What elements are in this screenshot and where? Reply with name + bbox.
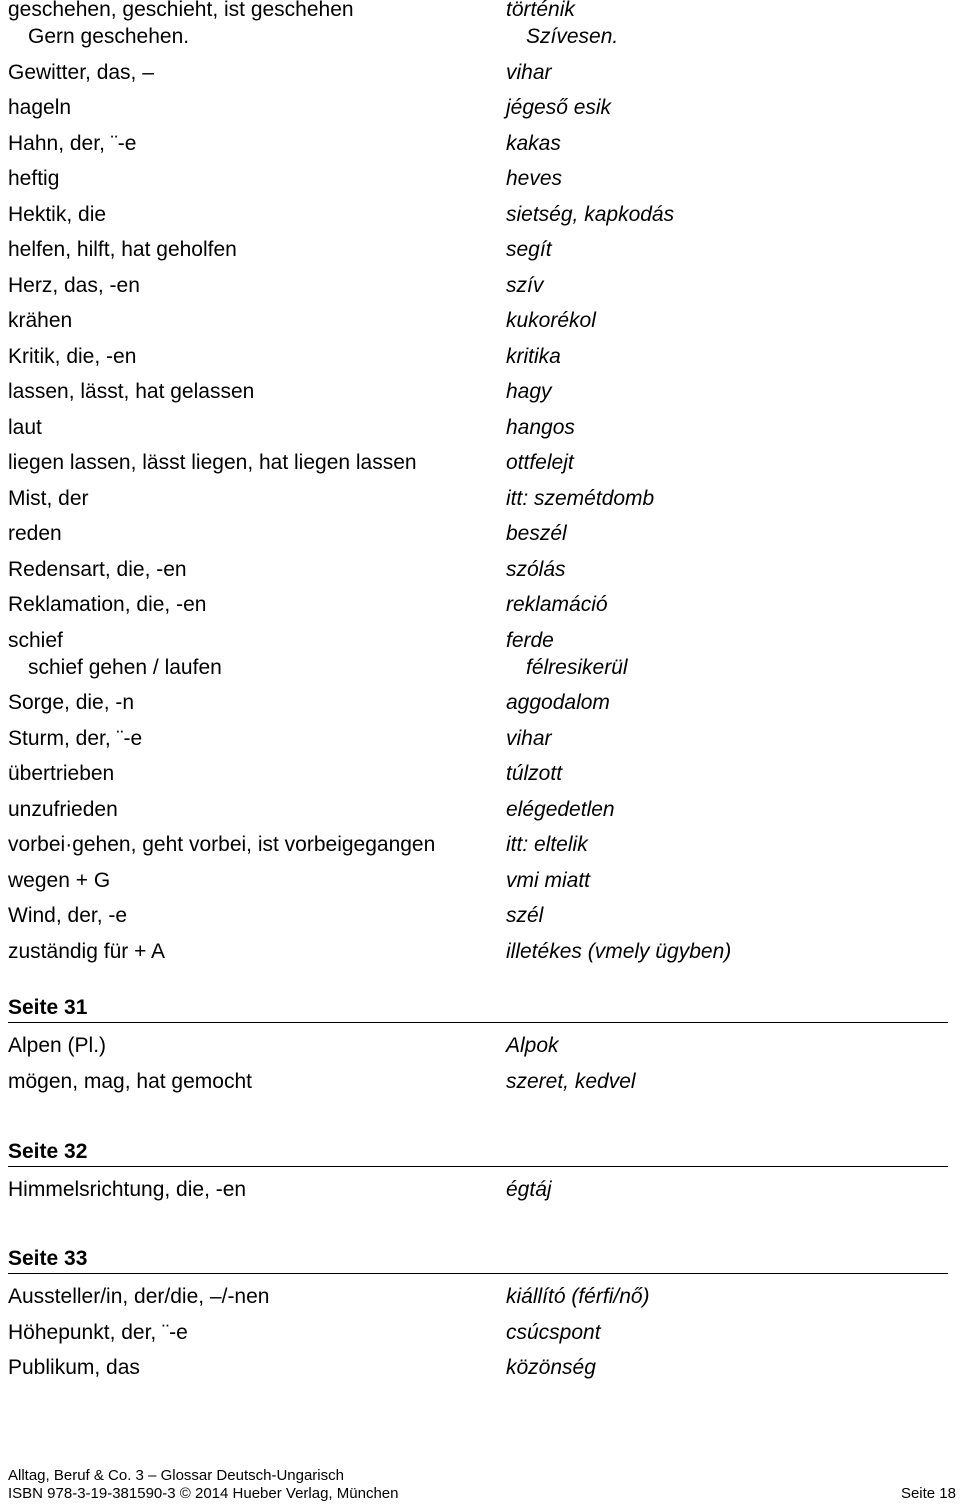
glossary-entry — [8, 939, 952, 969]
german-term: laut — [8, 415, 42, 439]
hungarian-translation: hagy — [506, 380, 552, 403]
section-title: Seite 32 — [8, 1140, 88, 1163]
german-term: reden — [8, 522, 62, 545]
hungarian-translation: vihar — [506, 60, 552, 84]
section-header — [8, 995, 948, 1027]
hungarian-translation: aggodalom — [506, 691, 610, 714]
footer-page-number: Seite 18 — [900, 1485, 956, 1502]
hungarian-translation: kakas — [506, 131, 561, 155]
german-term: Sorge, die, -n — [8, 691, 135, 714]
german-term: übertrieben — [8, 762, 115, 785]
hungarian-translation: kukorékol — [506, 309, 596, 332]
hungarian-translation: itt: eltelik — [506, 833, 588, 856]
glossary-entry — [8, 1033, 952, 1063]
glossary-entry — [8, 1284, 952, 1314]
german-term: Mist, der — [8, 486, 89, 510]
hungarian-translation: beszél — [506, 522, 567, 545]
german-term: vorbei·gehen, geht vorbei, ist vorbeigegangen — [8, 833, 436, 856]
german-term: heftig — [8, 167, 60, 190]
german-term: mögen, mag, hat gemocht — [8, 1069, 252, 1093]
section-title: Seite 33 — [8, 1247, 88, 1270]
section-header — [8, 1246, 948, 1278]
hungarian-translation: hangos — [506, 415, 575, 439]
german-term: Alpen (Pl.) — [8, 1034, 107, 1057]
hungarian-translation: kiállító (férfi/nő) — [506, 1285, 650, 1308]
glossary-entry — [8, 131, 952, 161]
glossary-entry — [8, 273, 952, 303]
glossary-entry — [8, 202, 952, 232]
german-term: Hahn, der, ¨-e — [8, 131, 137, 155]
hungarian-translation: Alpok — [506, 1034, 559, 1057]
hungarian-translation: jégeső esik — [506, 96, 612, 119]
hungarian-translation: szólás — [506, 557, 566, 581]
section-divider — [8, 1022, 948, 1023]
german-term: schief gehen / laufen — [28, 655, 222, 679]
glossary-entry — [8, 60, 952, 90]
german-term: krähen — [8, 309, 73, 332]
glossary-entry — [8, 1069, 952, 1099]
german-term: liegen lassen, lässt liegen, hat liegen lassen — [8, 451, 417, 474]
hungarian-translation: szív — [506, 273, 544, 297]
glossary-entry — [8, 832, 952, 862]
german-term: hageln — [8, 96, 72, 119]
hungarian-translation: Szívesen. — [526, 25, 619, 48]
glossary-entry — [8, 1320, 952, 1350]
hungarian-translation: túlzott — [506, 762, 563, 785]
german-term: schief — [8, 628, 63, 652]
german-term: Redensart, die, -en — [8, 557, 187, 581]
german-term: unzufrieden — [8, 797, 118, 821]
hungarian-translation: szeret, kedvel — [506, 1069, 636, 1093]
hungarian-translation: szél — [506, 904, 544, 927]
glossary-entry — [8, 690, 952, 720]
german-term: helfen, hilft, hat geholfen — [8, 238, 237, 261]
hungarian-translation: történik — [506, 0, 575, 21]
hungarian-translation: csúcspont — [506, 1320, 601, 1344]
glossary-entry — [8, 24, 952, 54]
hungarian-translation: ottfelejt — [506, 451, 574, 474]
glossary-entry — [8, 1355, 952, 1385]
german-term: Herz, das, -en — [8, 273, 140, 297]
glossary-entry — [8, 95, 952, 125]
footer-isbn: ISBN 978-3-19-381590-3 © 2014 Hueber Verlag, München — [8, 1485, 399, 1502]
german-term: lassen, lässt, hat gelassen — [8, 380, 255, 403]
german-term: Aussteller/in, der/die, –/-nen — [8, 1285, 270, 1308]
hungarian-translation: reklamáció — [506, 593, 608, 616]
glossary-entry — [8, 486, 952, 516]
section-title: Seite 31 — [8, 996, 88, 1019]
german-term: Publikum, das — [8, 1356, 140, 1379]
hungarian-translation: illetékes (vmely ügyben) — [506, 939, 732, 963]
german-term: Reklamation, die, -en — [8, 593, 207, 616]
german-term: Höhepunkt, der, ¨-e — [8, 1320, 188, 1344]
section-divider — [8, 1273, 948, 1274]
german-term: wegen + G — [8, 868, 111, 892]
hungarian-translation: kritika — [506, 344, 561, 368]
german-term: Gern geschehen. — [28, 25, 190, 48]
hungarian-translation: heves — [506, 167, 563, 190]
glossary-entry — [8, 450, 952, 480]
glossary-entry — [8, 308, 952, 338]
german-term: Gewitter, das, – — [8, 60, 154, 84]
glossary-entry — [8, 592, 952, 622]
german-term: Sturm, der, ¨-e — [8, 726, 143, 750]
glossary-entry — [8, 0, 952, 27]
section-divider — [8, 1166, 948, 1167]
glossary-entry — [8, 868, 952, 898]
hungarian-translation: ferde — [506, 628, 554, 652]
glossary-entry — [8, 1177, 952, 1207]
section-header — [8, 1139, 948, 1171]
german-term: geschehen, geschieht, ist geschehen — [8, 0, 354, 21]
glossary-entry — [8, 415, 952, 445]
glossary-entry — [8, 761, 952, 791]
hungarian-translation: elégedetlen — [506, 797, 615, 821]
footer-title: Alltag, Beruf & Co. 3 – Glossar Deutsch-Ungarisch — [8, 1467, 344, 1484]
glossary-entry — [8, 903, 952, 933]
footer — [8, 1467, 956, 1503]
hungarian-translation: sietség, kapkodás — [506, 202, 675, 226]
german-term: zuständig für + A — [8, 939, 166, 963]
glossary-entry — [8, 344, 952, 374]
glossary-entry — [8, 166, 952, 196]
hungarian-translation: itt: szemétdomb — [506, 486, 655, 510]
german-term: Himmelsrichtung, die, -en — [8, 1178, 247, 1201]
glossary-entry — [8, 557, 952, 587]
hungarian-translation: vihar — [506, 726, 552, 750]
glossary-entry — [8, 237, 952, 267]
glossary-entry — [8, 628, 952, 658]
german-term: Hektik, die — [8, 202, 107, 226]
hungarian-translation: vmi miatt — [506, 868, 590, 892]
hungarian-translation: égtáj — [506, 1178, 552, 1201]
glossary-entry — [8, 655, 952, 685]
german-term: Kritik, die, -en — [8, 344, 137, 368]
glossary-entry — [8, 726, 952, 756]
german-term: Wind, der, -e — [8, 904, 128, 927]
hungarian-translation: félresikerül — [526, 655, 628, 679]
hungarian-translation: közönség — [506, 1356, 596, 1379]
glossary-entry — [8, 379, 952, 409]
glossary-entry — [8, 521, 952, 551]
hungarian-translation: segít — [506, 238, 552, 261]
glossary-entry — [8, 797, 952, 827]
